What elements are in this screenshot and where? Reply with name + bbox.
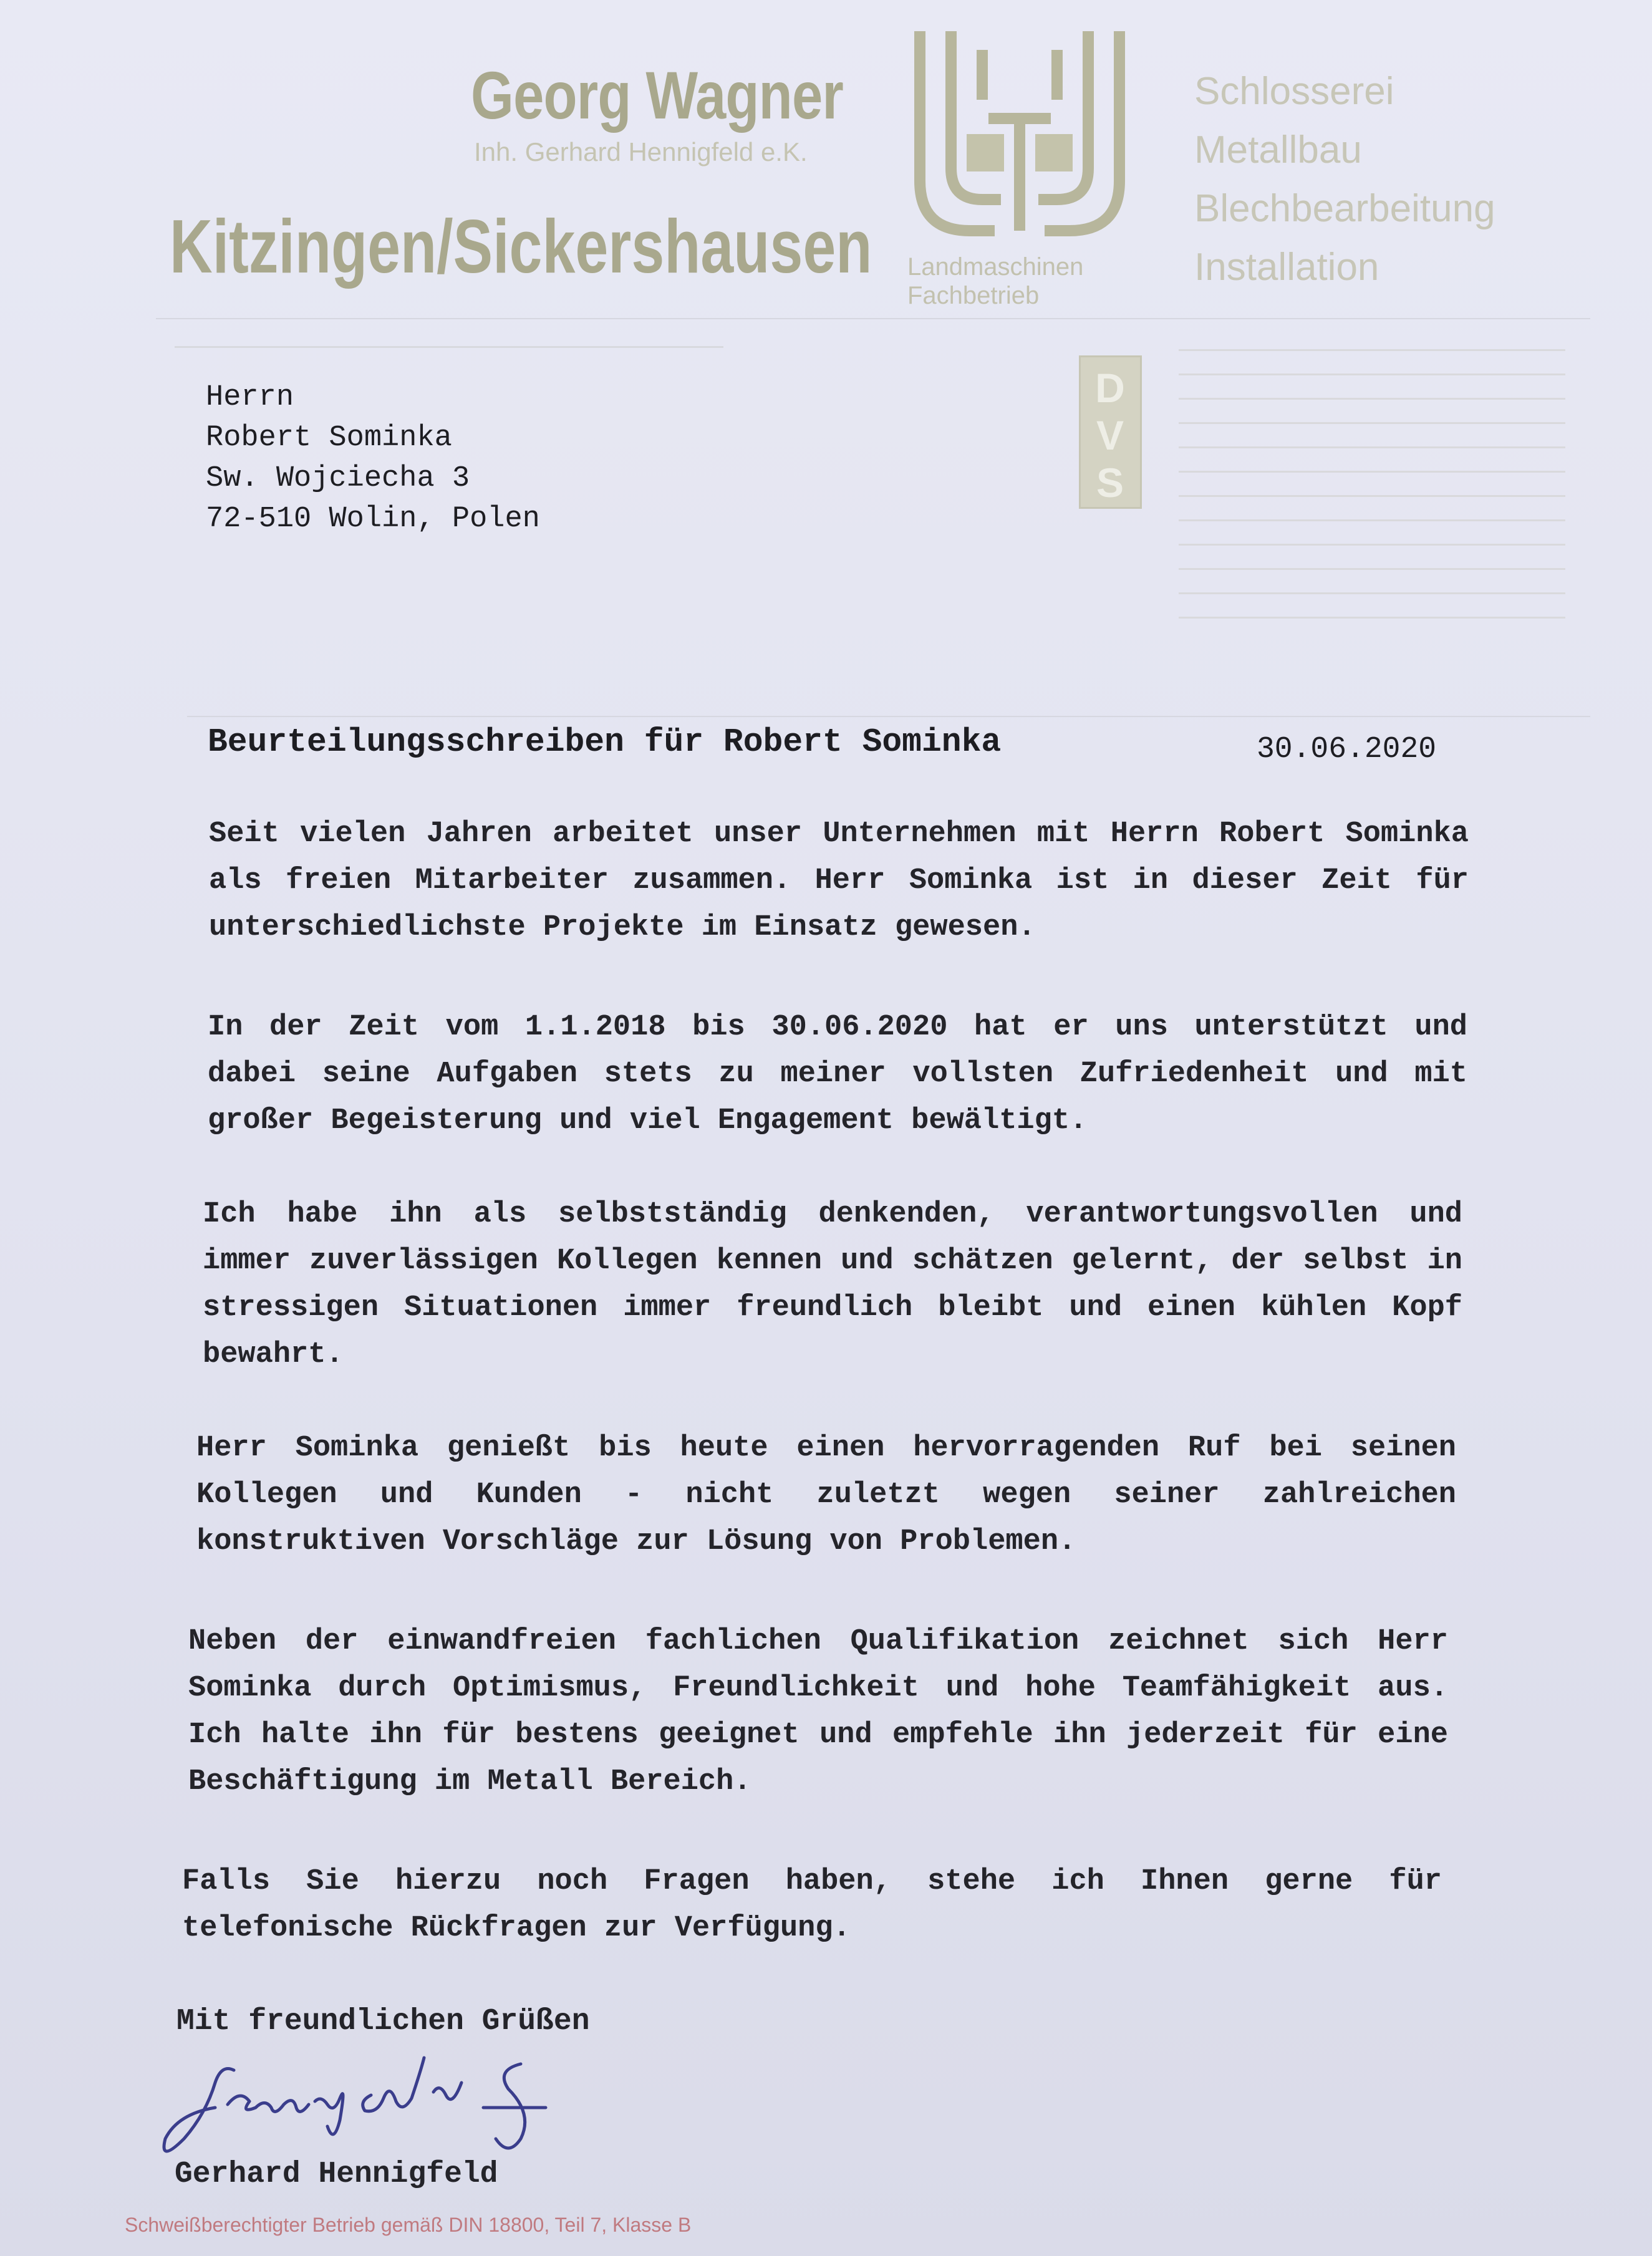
service-item: Installation (1194, 246, 1379, 289)
body-paragraph: In der Zeit vom 1.1.2018 bis 30.06.2020 hat er uns unterstützt und dabei seine Aufgaben stets zu meiner vollsten Zufriedenheit und mit großer Begeisterung und viel Engagement bewältigt. (208, 1011, 1467, 1137)
subject-divider (187, 716, 1590, 717)
company-owner: Inh. Gerhard Hennigfeld e.K. (474, 137, 808, 166)
body-paragraph: Seit vielen Jahren arbeitet unser Unternehmen mit Herrn Robert Sominka als freien Mitarbeiter zusammen. Herr Sominka ist in dieser Zeit für unterschiedlichste Projekte im Einsatz gewesen. (209, 817, 1469, 944)
body-paragraph: Herr Sominka genießt bis heute einen hervorragenden Ruf bei seinen Kollegen und Kunden - nicht zuletzt wegen seiner zahlreichen konstruktiven Vorschläge zur Lösung von Problemen. (196, 1432, 1456, 1558)
footer-certification-note: Schweißberechtigter Betrieb gemäß DIN 18800, Teil 7, Klasse B (125, 2214, 692, 2236)
faint-bank-details (1179, 349, 1565, 641)
letter-closing: Mit freundlichen Grüßen (176, 2005, 590, 2038)
company-name: Georg Wagner (471, 57, 844, 133)
dvs-certification-badge (1079, 355, 1142, 509)
logo-caption-line: Fachbetrieb (907, 282, 1040, 309)
services-list (1194, 62, 1495, 297)
service-item: Schlosserei (1194, 70, 1394, 113)
dvs-letter: S (1096, 460, 1124, 506)
recipient-city: 72-510 Wolin, Polen (206, 503, 540, 536)
signer-name: Gerhard Hennigfeld (175, 2157, 498, 2191)
handwritten-signature (147, 2045, 596, 2170)
dvs-letter: V (1096, 412, 1124, 458)
body-paragraph: Falls Sie hierzu noch Fragen haben, stehe ich Ihnen gerne für telefonische Rückfragen zur Verfügung. (182, 1865, 1442, 1945)
body-paragraph: Neben der einwandfreien fachlichen Qualifikation zeichnet sich Herr Sominka durch Optimismus, Freundlichkeit und hohe Teamfähigkeit aus. Ich halte ihn für bestens geeignet und empfehle ihn jederzeit für eine Beschäftigung im Metall Bereich. (188, 1625, 1448, 1798)
recipient-street: Sw. Wojciecha 3 (206, 462, 470, 495)
sender-line-divider (175, 346, 723, 348)
service-item: Metallbau (1194, 128, 1362, 171)
recipient-address (206, 377, 540, 539)
header-divider (156, 318, 1590, 319)
letter-subject: Beurteilungsschreiben für Robert Sominka (208, 723, 1002, 761)
recipient-name: Robert Sominka (206, 422, 452, 455)
logo-caption-line: Landmaschinen (907, 253, 1084, 281)
recipient-salutation: Herrn (206, 381, 294, 414)
logo-caption (907, 253, 1132, 310)
company-location: Kitzingen/Sickershausen (170, 204, 872, 289)
service-item: Blechbearbeitung (1194, 187, 1495, 230)
company-logo-icon (907, 25, 1132, 249)
dvs-letter: D (1095, 365, 1125, 411)
body-paragraph: Ich habe ihn als selbstständig denkenden, verantwortungsvollen und immer zuverlässigen Kollegen kennen und schätzen gelernt, der selbst in stressigen Situationen immer freundlich bleibt und einen kühlen Kopf bewahrt. (203, 1198, 1462, 1371)
letter-date: 30.06.2020 (1257, 733, 1437, 766)
